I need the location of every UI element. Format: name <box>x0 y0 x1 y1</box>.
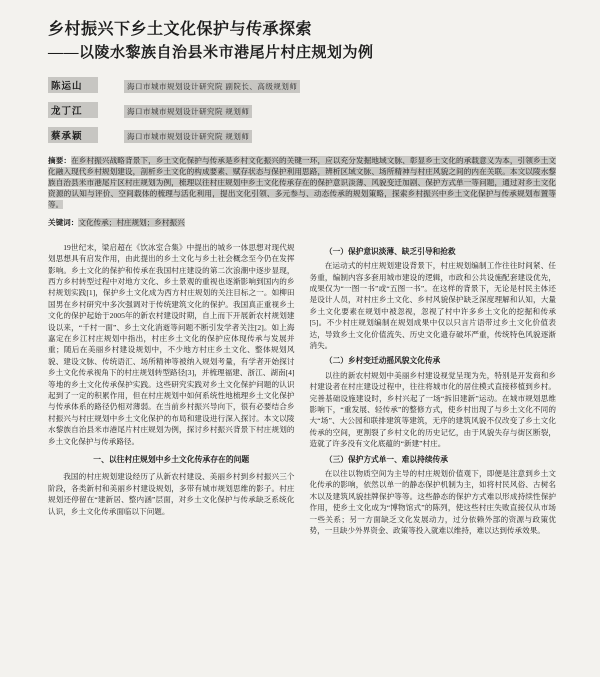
section-heading: （三）保护方式单一、难以持续传承 <box>324 454 448 464</box>
author-block <box>48 77 556 143</box>
section-heading: 一、以往村庄规划中乡土文化传承存在的问题 <box>93 455 250 465</box>
body-paragraph: 在以往以物质空间为主导的村庄规划价值观下，即便是注意到乡土文化传承的影响，依然以单一的静态保护机制为主，如将村民风俗、古树名木以及建筑风貌挂牌保护等等。这些静态的保护方式难以形成持续性保护作用，使乡土文化成为“博物馆式”的陈列，使这些村庄失败直接仅从市场一些关系；另一方面缺乏文化发展动力，过分依赖外部的资源与政策优势，一旦缺少外界资金、政策等投入就难以维持，难以达到传承效果。 <box>309 469 556 536</box>
column-left <box>48 242 295 537</box>
author-row <box>48 102 556 118</box>
keywords-text: 文化传承；村庄规划；乡村振兴 <box>78 217 185 227</box>
body-columns <box>48 242 556 537</box>
abstract-block <box>48 155 556 210</box>
abstract-label: 摘要： <box>48 155 72 165</box>
author-name: 蔡承颖 <box>48 127 98 143</box>
section-heading: （一）保护意识淡薄、缺乏引导和抢救 <box>324 246 456 256</box>
column-right <box>310 242 557 537</box>
author-name: 龙丁江 <box>48 102 98 118</box>
keywords-line <box>48 217 556 228</box>
abstract-text: 在乡村振兴战略背景下，乡土文化保护与传承是乡村文化振兴的关键一环，应以充分发掘地域文脉、彰显乡土文化的承载意义为本，引领乡土文化融入现代乡村规划建设，剖析乡土文化的构成要素、赋存状态与保护利用思路，辨析区域文脉、场所精神与村庄风貌之间的内在关联。本文以陵水黎族自治县米市港尾片区村庄规划为例，梳理以往村庄规划中乡土文化传承存在的保护意识淡薄、风貌变迁加剧、保护方式单一等问题，通过对乡土文化资源的认知与评价、空间载体的梳理与活化利用，提出文化引领、多元参与、动态传承的规划策略，探索乡村振兴中乡土文化保护与传承规划布置等等。 <box>48 155 557 209</box>
body-paragraph: 以往的新农村规划中美丽乡村建设视觉呈现为先，特别是开发商和乡村建设者在村庄建设过程中，往往将城市化的居住模式直接移植到乡村。完善基础设施建设时，乡村兴起了一场“拆旧建新”运动。在城市规划思维影响下，“重发展、轻传承”的整修方式，使乡村出现了与乡土文化不同的大“场”、大公园和联排建筑等建筑，无序的建筑风貌不仅改变了乡土文化传承的空间，更割裂了乡村文化的历史记忆，由于风貌失存与街区断裂，造就了许多没有文化底蕴的“新建”村庄。 <box>309 370 556 449</box>
author-affiliation: 海口市城市规划设计研究院 副院长、高级规划师 <box>124 80 300 93</box>
body-paragraph: 在运动式的村庄规划建设背景下，村庄规划编制工作往往时间紧、任务重，编制内容多套用城市建设的逻辑，市政和公共设施配套建设优先，成果仅为“一图一书”或“五图一书”。在这样的背景下，无论是村民主体还是设计人员，对村庄乡土文化、乡村风貌保护缺乏深度理解和认知，大量乡土文化要素在规划中被忽视，忽视了村中许多乡土文化的挖掘和传承[5]。不少村庄规划编制在规划成果中仅以只言片语带过乡土文化价值表达，导致乡土文化价值流失、历史文化遗存破坏严重，传统特色风貌逐渐消失。 <box>309 261 556 350</box>
body-paragraph: 我国的村庄规划建设经历了从新农村建设、美丽乡村到乡村振兴三个阶段，各类新村和美丽乡村建设规划，多带有城市规划思维的影子。村庄规划还停留在“建新居、整内涵”层面，对乡土文化保护与传承缺乏系统化认识，乡土文化传承面临以下问题。 <box>48 472 295 516</box>
author-name: 陈运山 <box>48 77 98 93</box>
paper-subtitle: ——以陵水黎族自治县米市港尾片村庄规划为例 <box>48 45 374 61</box>
author-affiliation: 海口市城市规划设计研究院 规划师 <box>124 130 252 143</box>
section-heading: （二）乡村变迁动摇风貌文化传承 <box>324 356 441 366</box>
author-row <box>48 77 556 93</box>
paper-title: 乡村振兴下乡土文化保护与传承探索 <box>48 21 313 38</box>
body-paragraph: 19世纪末，梁启超在《饮冰室合集》中提出的城乡一体思想对现代规划思想具有启发作用，由此提出的乡土文化与乡土社会概念至今仍在发挥影响。乡土文化的保护和传承在我国村庄建设的第二次浪潮中逐步显现，西方乡村转型过程中对地方文化、乡土景观的重视也逐渐影响到国内的乡村规划实践[1]，保护乡土文化成为西方村庄规划的关注目标之一。如柳田国男在乡村研究中多次强调对于传统建筑文化的保护。我国真正重视乡土文化的保护起始于2005年的新农村建设时期，自上而下开展新农村规划建设以来，“千村一面”、乡土文化消逝等问题不断引发学者关注[2]。如上海嘉定在乡江村庄规划中指出，村庄乡土文化的保护应体现传承与发展并重；随后在美丽乡村建设规划中，不少地方村庄乡土文化、整体规划风貌、建设文脉、传统语汇、场所精神等被纳入规划考量，有学者开始探讨乡土文化传承视角下的村庄规划转型路径[3]，并梳理福建、浙江、湖南[4]等地的乡土文化传承保护实践。这些研究实践对乡土文化保护问题的认识起到了一定的积累作用，但在村庄规划中如何系统性地梳理乡土文化保护与传承体系的路径仍相对薄弱。在当前乡村振兴导向下，很有必要结合乡村振兴与村庄规划中乡土文化保护的布局和建设进行深入探讨。本文以陵水黎族自治县米市港尾片村庄规划为例，探讨乡村振兴背景下村庄规划的乡土文化保护与传承路径。 <box>48 242 295 446</box>
author-row <box>48 127 556 143</box>
keywords-label: 关键词： <box>48 217 79 227</box>
title-block <box>48 20 556 63</box>
author-affiliation: 海口市城市规划设计研究院 规划师 <box>124 105 252 118</box>
